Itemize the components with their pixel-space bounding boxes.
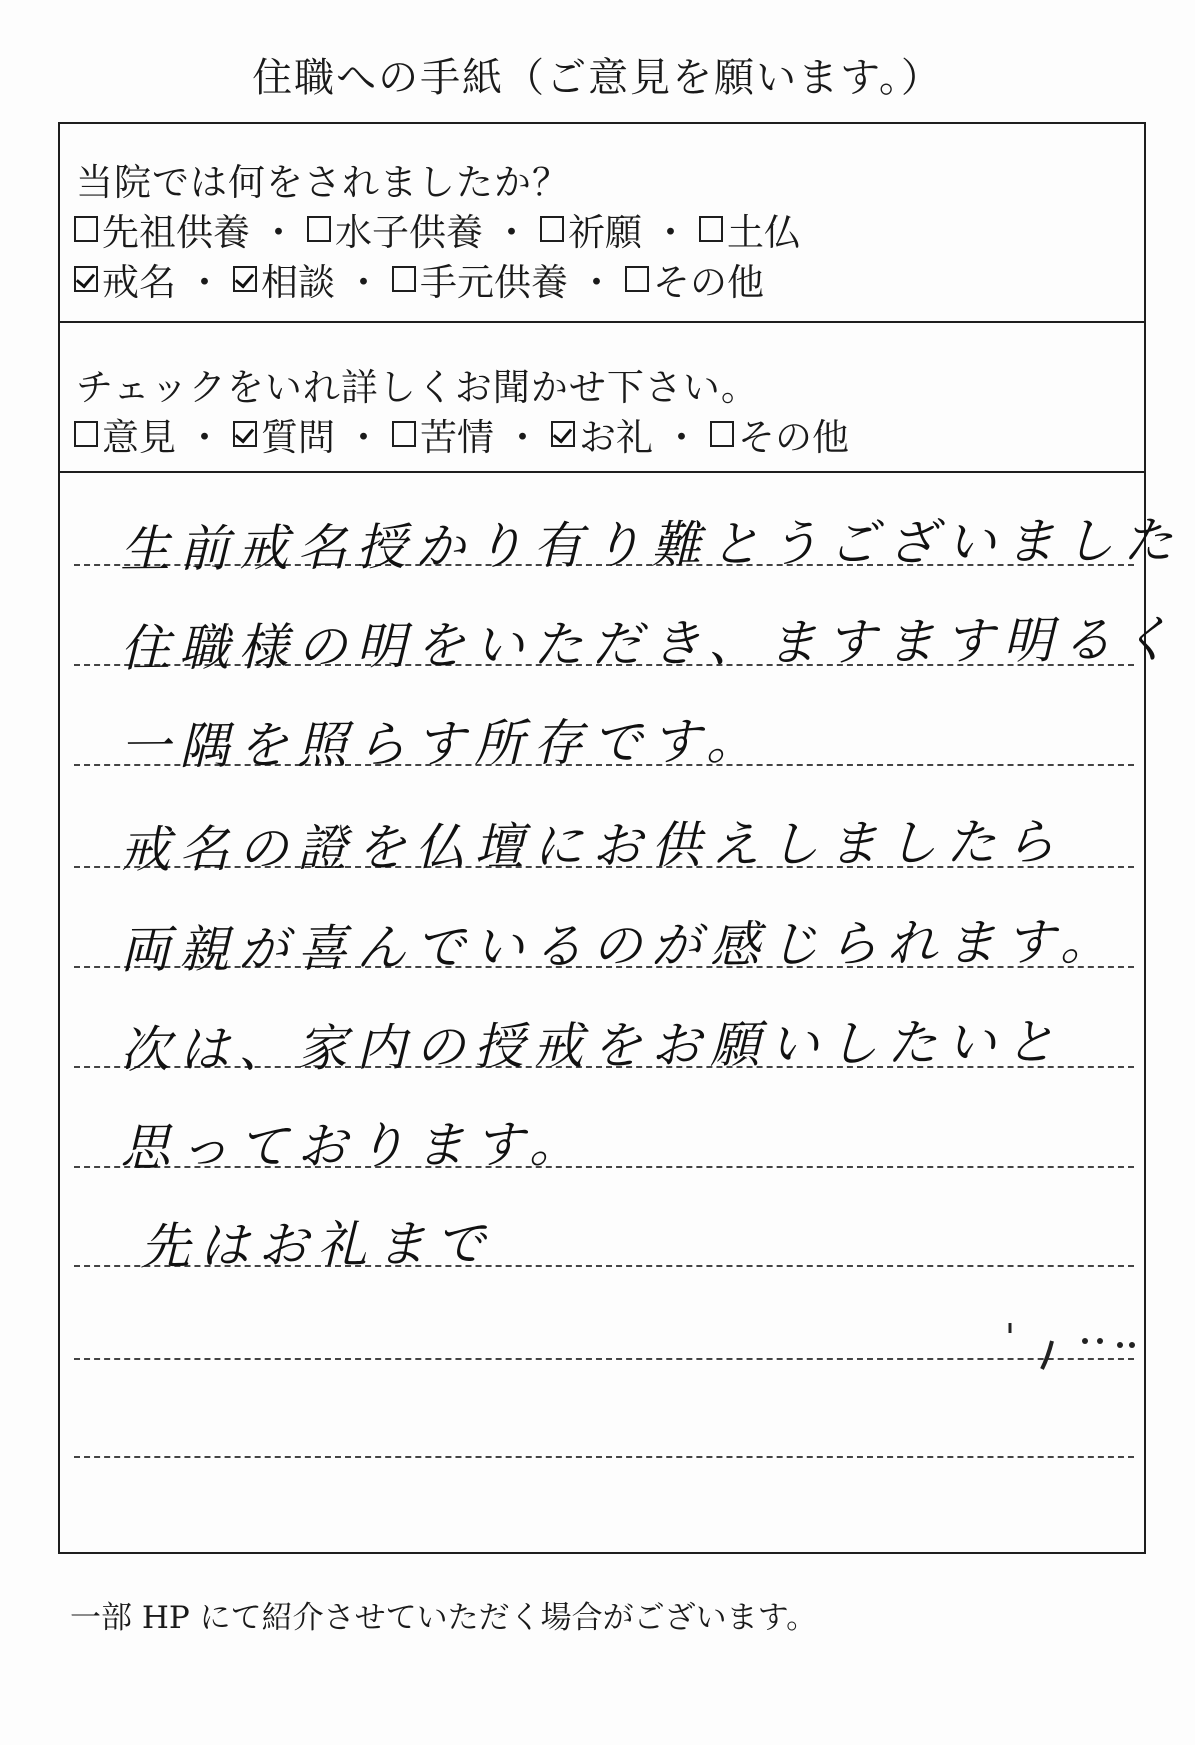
option-label: 苦情 xyxy=(420,416,494,459)
checkbox[interactable] xyxy=(540,216,564,242)
message-line: 一隅を照らす所存です。 xyxy=(119,712,766,776)
option-senzo-kuyou[interactable] xyxy=(74,202,250,256)
option-label: 祈願 xyxy=(568,211,642,254)
checkbox[interactable] xyxy=(307,216,331,242)
option-label: 質問 xyxy=(261,416,335,459)
option-kigan[interactable] xyxy=(540,202,642,256)
checkbox-checked[interactable] xyxy=(233,421,257,447)
option-label: お礼 xyxy=(579,416,653,459)
option-label: 手元供養 xyxy=(420,261,568,304)
option-sonota[interactable] xyxy=(625,252,764,306)
separator: ・ xyxy=(663,416,700,459)
dashed-line xyxy=(74,1456,1134,1458)
option-temoto-kuyou[interactable] xyxy=(392,252,568,306)
message-line: 戒名の證を仏壇にお供えしましたら xyxy=(119,812,1065,880)
letter-form xyxy=(58,122,1183,1554)
option-orei[interactable] xyxy=(551,407,653,461)
option-mizuko-kuyou[interactable] xyxy=(307,202,483,256)
separator: ・ xyxy=(186,261,223,304)
separator: ・ xyxy=(260,211,297,254)
option-label: 土仏 xyxy=(727,211,801,254)
checkbox[interactable] xyxy=(699,216,723,242)
separator: ・ xyxy=(578,261,615,304)
service-options-row-2 xyxy=(74,252,764,306)
option-label: その他 xyxy=(738,416,849,459)
checkbox[interactable] xyxy=(74,216,98,242)
dashed-line xyxy=(74,1358,1134,1360)
checkbox[interactable] xyxy=(392,266,416,292)
checkbox[interactable] xyxy=(625,266,649,292)
checkbox[interactable] xyxy=(392,421,416,447)
option-label: 先祖供養 xyxy=(102,211,250,254)
option-label: 戒名 xyxy=(102,261,176,304)
service-options-row-1 xyxy=(74,202,801,256)
separator: ・ xyxy=(504,416,541,459)
option-sonota[interactable] xyxy=(710,407,849,461)
message-line: 次は、家内の授戒をお願いしたいと xyxy=(119,1012,1065,1080)
option-tsuchibotoke[interactable] xyxy=(699,202,801,256)
message-line: 住職様の明をいただき、ますます明るく xyxy=(119,610,1181,678)
signature-marks xyxy=(980,1313,1160,1373)
option-label: 水子供養 xyxy=(335,211,483,254)
service-section xyxy=(60,124,1144,323)
message-line: 思っております。 xyxy=(119,1114,589,1178)
checkbox-checked[interactable] xyxy=(74,266,98,292)
option-label: その他 xyxy=(653,261,764,304)
option-soudan[interactable] xyxy=(233,252,335,306)
feedback-options-row xyxy=(74,407,849,461)
option-kaimyou[interactable] xyxy=(74,252,176,306)
footer-note: 一部 HP にて紹介させていただく場合がございます。 xyxy=(70,1600,818,1636)
form-title: 住職への手紙（ご意見を願います。） xyxy=(252,55,943,101)
message-line: 生前戒名授かり有り難とうございました xyxy=(119,511,1183,579)
handwritten-message-area[interactable] xyxy=(60,473,1183,1556)
checkbox-checked[interactable] xyxy=(233,266,257,292)
message-line: 両親が喜んでいるのが感じられます。 xyxy=(119,912,1120,980)
option-iken[interactable] xyxy=(74,407,176,461)
feedback-question: チェックをいれ詳しくお聞かせ下さい。 xyxy=(76,366,759,409)
service-question: 当院では何をされましたか？ xyxy=(76,161,570,204)
separator: ・ xyxy=(493,211,530,254)
option-kujou[interactable] xyxy=(392,407,494,461)
option-label: 相談 xyxy=(261,261,335,304)
message-line: 先はお礼まで xyxy=(139,1214,495,1276)
checkbox-checked[interactable] xyxy=(551,421,575,447)
separator: ・ xyxy=(345,261,382,304)
separator: ・ xyxy=(186,416,223,459)
separator: ・ xyxy=(345,416,382,459)
checkbox[interactable] xyxy=(710,421,734,447)
option-label: 意見 xyxy=(102,416,176,459)
feedback-type-section xyxy=(60,323,1144,473)
separator: ・ xyxy=(652,211,689,254)
option-shitsumon[interactable] xyxy=(233,407,335,461)
checkbox[interactable] xyxy=(74,421,98,447)
